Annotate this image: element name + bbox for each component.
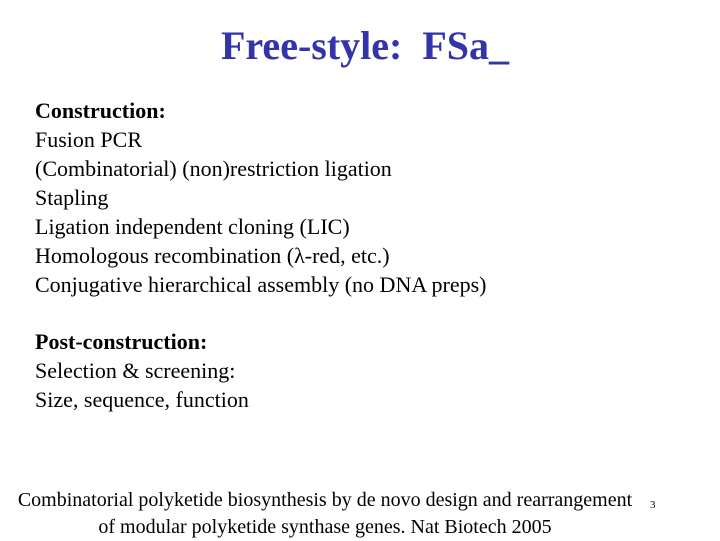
post-construction-item: Selection & screening:: [35, 358, 236, 383]
construction-item: Ligation independent cloning (LIC): [35, 214, 350, 239]
construction-section: [35, 96, 486, 299]
post-construction-item: Size, sequence, function: [35, 387, 249, 412]
citation-line-1: Combinatorial polyketide biosynthesis by de novo design and rearrangement: [17, 489, 633, 511]
citation-line-2: of modular polyketide synthase genes. Nat Biotech 2005: [98, 516, 552, 538]
page-number: 3: [650, 499, 656, 511]
construction-item: (Combinatorial) (non)restriction ligation: [35, 156, 392, 181]
construction-heading: Construction:: [35, 98, 166, 123]
construction-item: Homologous recombination (λ-red, etc.): [35, 243, 390, 268]
construction-item: Stapling: [35, 185, 109, 210]
post-construction-heading: Post-construction:: [35, 329, 208, 354]
citation: [0, 487, 650, 541]
construction-item: Conjugative hierarchical assembly (no DNA preps): [35, 272, 487, 297]
construction-item: Fusion PCR: [35, 127, 142, 152]
slide-title: Free-style: FSa_: [220, 23, 510, 68]
post-construction-section: [35, 327, 249, 414]
